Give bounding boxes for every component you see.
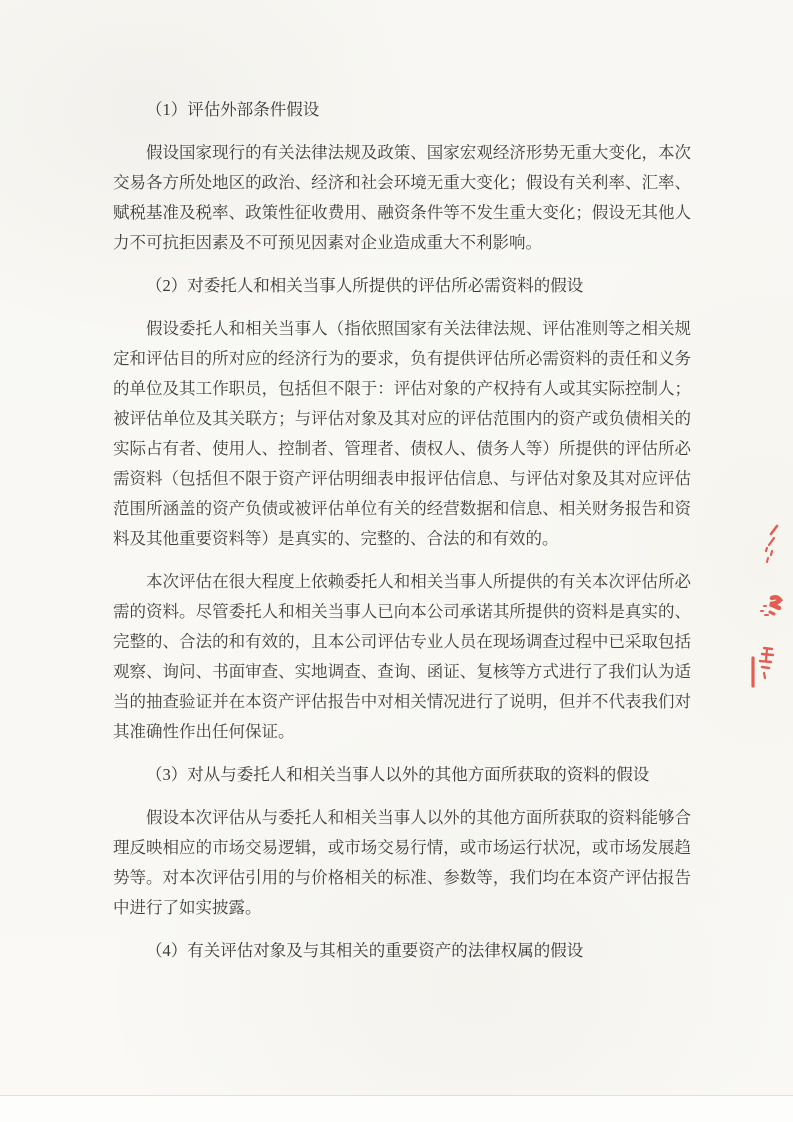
body-paragraph: 假设国家现行的有关法律法规及政策、国家宏观经济形势无重大变化，本次交易各方所处地区的政治、经济和社会环境无重大变化；假设有关利率、汇率、赋税基准及税率、政策性征收费用、融资条件等不发生重大变化；假设无其他人力不可抗拒因素及不可预见因素对企业造成重大不利影响。 <box>113 143 691 252</box>
section-heading: （1）评估外部条件假设 <box>146 100 320 119</box>
document-content <box>113 95 691 979</box>
body-paragraph: 假设本次评估从与委托人和相关当事人以外的其他方面所获取的资料能够合理反映相应的市场交易逻辑，或市场交易行情，或市场运行状况，或市场发展趋势等。对本次评估引用的与价格相关的标准、参数等，我们均在本资产评估报告中进行了如实披露。 <box>113 808 691 917</box>
body-paragraph: 假设委托人和相关当事人（指依照国家有关法律法规、评估准则等之相关规定和评估目的所对应的经济行为的要求，负有提供评估所必需资料的责任和义务的单位及其工作职员，包括但不限于：评估对象的产权持有人或其实际控制人；被评估单位及其关联方；与评估对象及其对应的评估范围内的资产或负债相关的实际占有者、使用人、控制者、管理者、债权人、债务人等）所提供的评估所必需资料（包括但不限于资产评估明细表申报评估信息、与评估对象及其对应评估范围所涵盖的资产负债或被评估单位有关的经营数据和信息、相关财务报告和资料及其他重要资料等）是真实的、完整的、合法的和有效的。 <box>113 319 691 548</box>
section-heading: （3）对从与委托人和相关当事人以外的其他方面所获取的资料的假设 <box>146 765 650 784</box>
section-heading: （4）有关评估对象及与其相关的重要资产的法律权属的假设 <box>146 941 584 960</box>
red-seal-fragment-icon <box>750 518 784 693</box>
section-heading: （2）对委托人和相关当事人所提供的评估所必需资料的假设 <box>146 276 584 295</box>
page-bottom-edge <box>0 1095 793 1122</box>
body-paragraph: 本次评估在很大程度上依赖委托人和相关当事人所提供的有关本次评估所必需的资料。尽管委托人和相关当事人已向本公司承诺其所提供的资料是真实的、完整的、合法的和有效的，且本公司评估专业人员在现场调查过程中已采取包括观察、询问、书面审查、实地调查、查询、函证、复核等方式进行了我们认为适当的抽查验证并在本资产评估报告中对相关情况进行了说明，但并不代表我们对其准确性作出任何保证。 <box>113 572 691 741</box>
